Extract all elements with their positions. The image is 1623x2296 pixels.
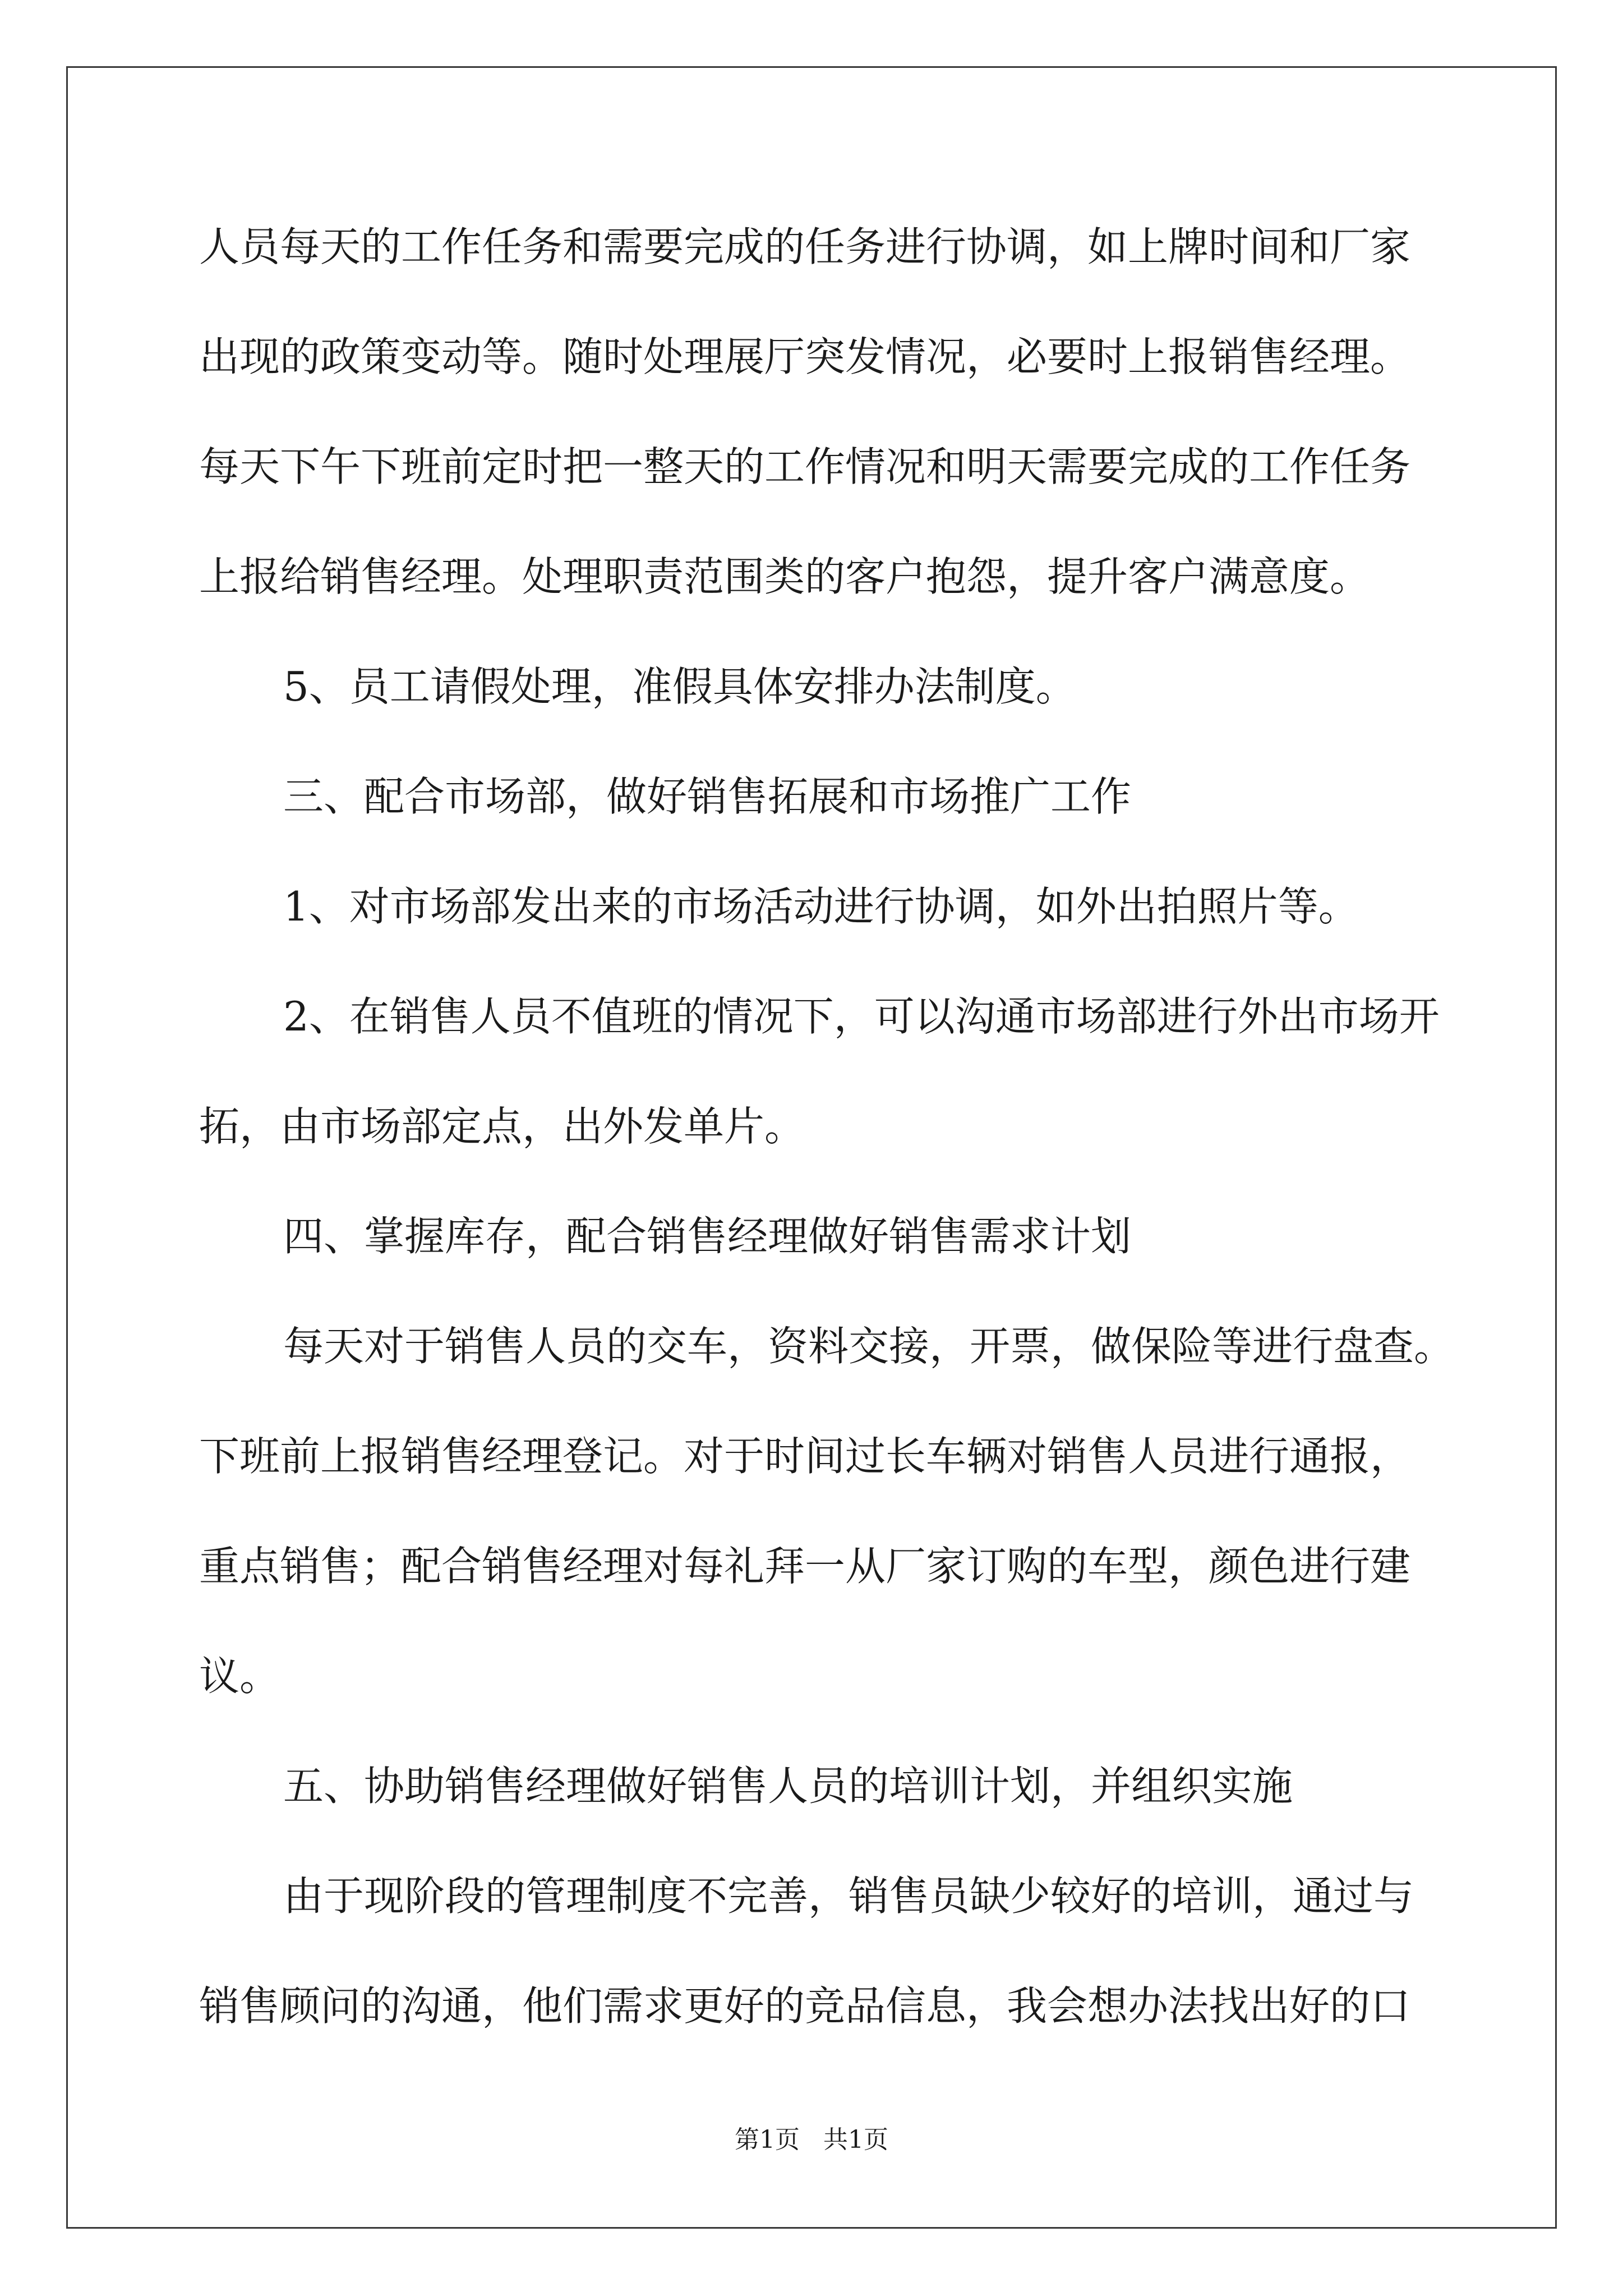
section-heading: 四、掌握库存，配合销售经理做好销售需求计划 <box>283 1213 1132 1260</box>
text-line: 重点销售；配合销售经理对每礼拜一从厂家订购的车型，颜色进行建 <box>199 1543 1411 1590</box>
text-line: 5、员工请假处理，准假具体安排办法制度。 <box>283 663 1076 710</box>
text-line: 上报给销售经理。处理职责范围类的客户抱怨，提升客户满意度。 <box>199 553 1371 600</box>
text-line: 人员每天的工作任务和需要完成的任务进行协调，如上牌时间和厂家 <box>199 223 1411 270</box>
text-line: 由于现阶段的管理制度不完善，销售员缺少较好的培训，通过与 <box>283 1872 1414 1920</box>
text-line: 下班前上报销售经理登记。对于时间过长车辆对销售人员进行通报， <box>199 1433 1411 1480</box>
document-body <box>199 208 1478 2077</box>
text-line: 出现的政策变动等。随时处理展厅突发情况，必要时上报销售经理。 <box>199 333 1411 380</box>
text-line: 2、在销售人员不值班的情况下，可以沟通市场部进行外出市场开 <box>283 993 1440 1040</box>
section-heading: 三、配合市场部，做好销售拓展和市场推广工作 <box>283 773 1132 820</box>
text-line: 每天对于销售人员的交车，资料交接，开票，做保险等进行盘查。 <box>283 1323 1455 1370</box>
text-line: 议。 <box>199 1653 280 1700</box>
text-line: 销售顾问的沟通，他们需求更好的竞品信息，我会想办法找出好的口 <box>199 1982 1411 2030</box>
text-line: 拓，由市场部定点，出外发单片。 <box>199 1103 805 1150</box>
text-line: 1、对市场部发出来的市场活动进行协调，如外出拍照片等。 <box>283 883 1359 930</box>
page-number-footer: 第1页 共1页 <box>735 2125 888 2154</box>
section-heading: 五、协助销售经理做好销售人员的培训计划，并组织实施 <box>283 1763 1293 1810</box>
text-line: 每天下午下班前定时把一整天的工作情况和明天需要完成的工作任务 <box>199 443 1411 490</box>
